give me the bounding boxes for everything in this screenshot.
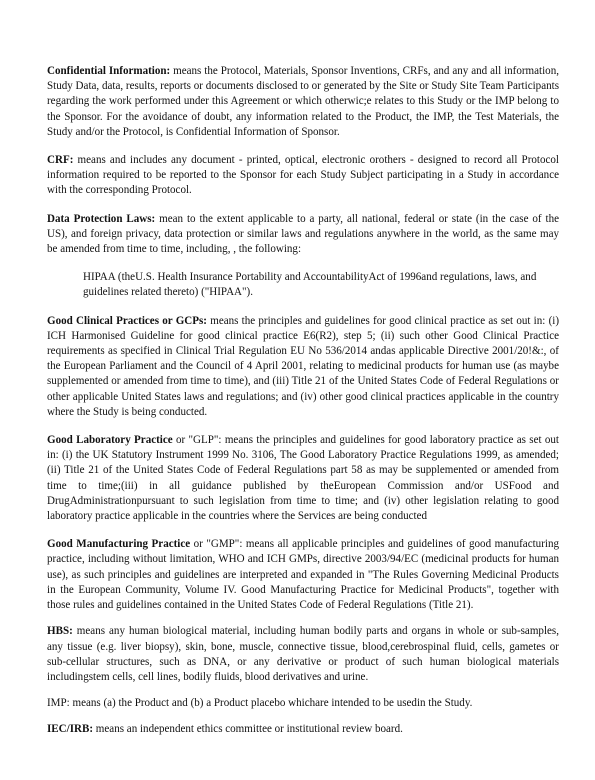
definition-term: CRF: <box>47 154 74 167</box>
definition-imp <box>47 696 559 711</box>
definition-text: means an independent ethics committee or institutional review board. <box>93 723 403 736</box>
definition-term: Good Clinical Practices or GCPs: <box>47 314 207 327</box>
definition-term: HBS: <box>47 625 73 638</box>
definition-crf <box>47 153 559 199</box>
definition-iec-irb <box>47 722 559 737</box>
definition-confidential-information <box>47 64 559 140</box>
definition-text: or "GLP": means the principles and guidelines for good laboratory practice as set out in: (i) the UK Statutory Instrument 1999 No. 3106, The Good Laboratory Practice Regulations 1999, as amended; (ii) Title 21 of the United States Code of Federal Regulations part 58 as may be supplemented or amended from time to time;(iii) in all guidance published by theEuropean Commission and/or USFood and DrugAdministrationpursuant to such legislation from time to time; and (iv) other legislation relating to good laboratory practice applicable in the countries where the Services are being conducted <box>47 434 559 523</box>
definition-term: Data Protection Laws: <box>47 212 156 225</box>
definition-gmp <box>47 537 559 613</box>
definition-hbs <box>47 624 559 685</box>
definition-text: IMP: means (a) the Product and (b) a Product placebo whichare intended to be usedin the Study. <box>47 697 473 710</box>
definition-text: HIPAA (theU.S. Health Insurance Portability and AccountabilityAct of 1996and regulations, laws, and guidelines related thereto) ("HIPAA"). <box>83 271 537 299</box>
definition-text: means any human biological material, including human bodily parts and organs in whole or sub-samples, any tissue (e.g. liver biopsy), skin, bone, muscle, connective tissue, blood,cerebrospinal fluid, cells, gametes or sub-cellular structures, such as DNA, or any derivative or product of such human biological materials includingstem cells, cell lines, bodily fluids, blood derivatives and urine. <box>47 625 559 683</box>
definition-text: or "GMP": means all applicable principles and guidelines of good manufacturing practice, including without limitation, WHO and ICH GMPs, directive 2003/94/EC (medicinal products for human use), as such principles and guidelines are interpreted and expanded in "The Rules Governing Medicinal Products in the European Community, Volume IV. Good Manufacturing Practice for Medicinal Products", together with those rules and guidelines contained in the United States Code of Federal Regulations (Title 21). <box>47 538 559 612</box>
definition-term: IEC/IRB: <box>47 723 94 736</box>
definition-term: Good Laboratory Practice <box>47 434 173 447</box>
definition-text: means the principles and guidelines for good clinical practice as set out in: (i) ICH Harmonised Guideline for good clinical practice E6(R2), step 5; (ii) such other Good Clinical Practice requirements as specified in Clinical Trial Regulation EU No 536/2014 andas applicable Directive 2001/20!&:, of the European Parliament and the Council of 4 April 2001, relating to medicinal products for human use (as maybe supplemented or amended from time to time), and (iii) Title 21 of the United States Code of Federal Regulations or other applicable United States laws and regulations; and (iv) other good clinical practices applicable in the country where the Study is being conducted. <box>47 314 560 418</box>
definition-hipaa-subitem <box>83 270 559 300</box>
definition-gcp <box>47 314 559 420</box>
definition-text: means and includes any document - printed, optical, electronic orothers - designed to record all Protocol information required to be reported to the Sponsor for each Study Subject participating in a Study in accordance with the corresponding Protocol. <box>47 154 559 197</box>
definition-glp <box>47 433 559 524</box>
document-page <box>47 64 559 751</box>
definition-term: Confidential Information: <box>47 65 171 77</box>
definition-text: means the Protocol, Materials, Sponsor Inventions, CRFs, and any and all information, Study Data, data, results, reports or documents disclosed to or generated by the Site or Study Site Team Participants regarding the work performed under this Agreement or which otherwic;e relates to this Study or the IMP belong to the Sponsor. For the avoidance of doubt, any information related to the Product, the IMP, the Test Materials, the Study and/or the Protocol, is Confidential Information of Sponsor. <box>47 65 559 138</box>
definition-data-protection-laws <box>47 212 559 258</box>
definition-term: Good Manufacturing Practice <box>47 538 191 551</box>
definition-text: mean to the extent applicable to a party, all national, federal or state (in the case of the US), and foreign privacy, data protection or similar laws and regulations anywhere in the world, as the same may be amended from time to time, including, , the following: <box>47 212 560 256</box>
